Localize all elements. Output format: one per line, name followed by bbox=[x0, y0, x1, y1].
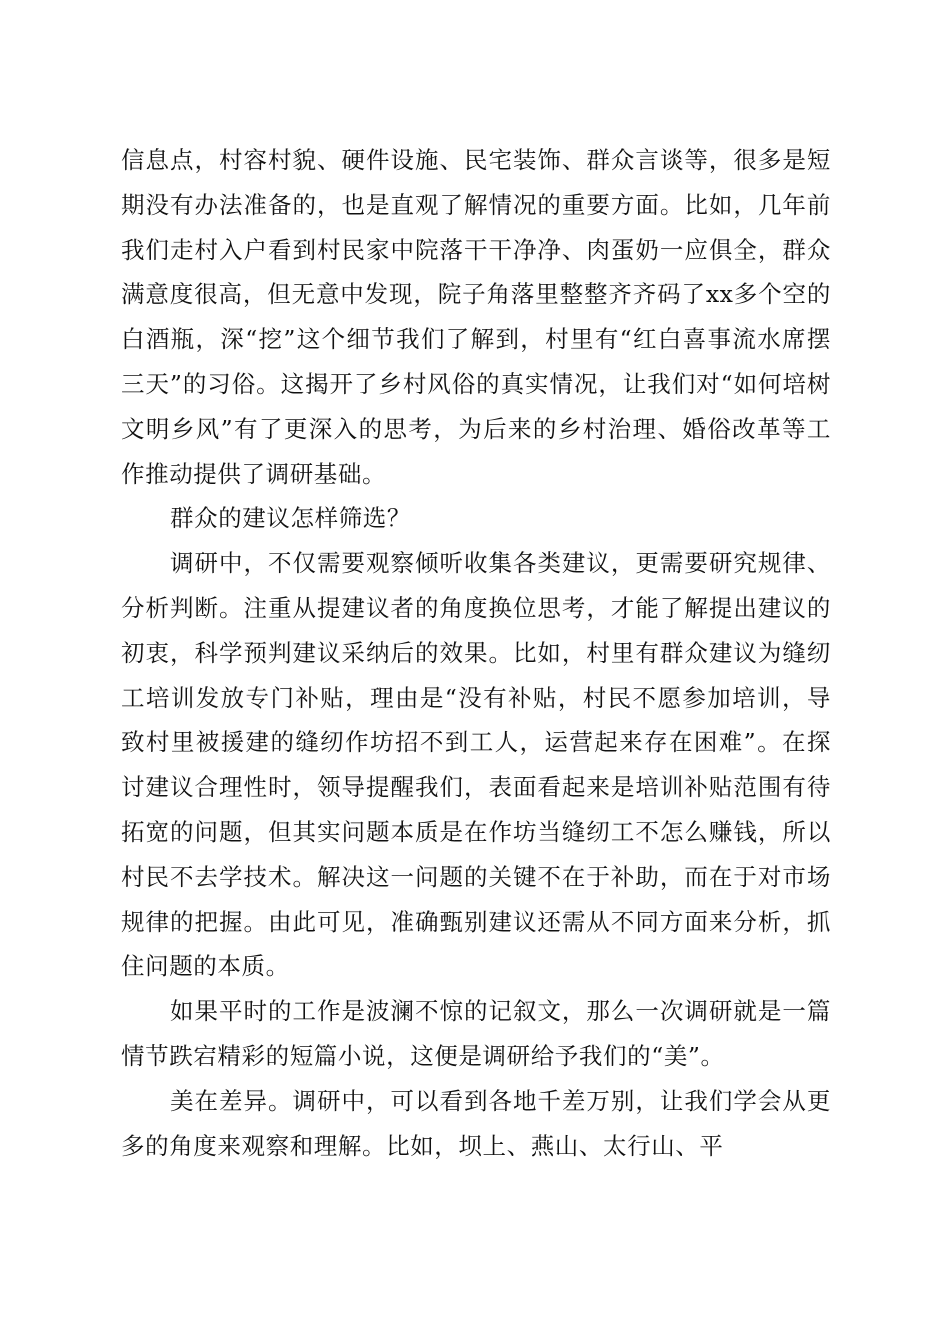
paragraph-suggestions: 调研中，不仅需要观察倾听收集各类建议，更需要研究规律、分析判断。注重从提建议者的角度换位思考，才能了解提出建议的初衷，科学预判建议采纳后的效果。比如，村里有群众建议为缝纫工培训发放专门补贴，理由是“没有补贴，村民不愿参加培训，导致村里被援建的缝纫作坊招不到工人，运营起来存在困难”。在探讨建议合理性时，领导提醒我们，表面看起来是培训补贴范围有待拓宽的问题，但其实问题本质是在作坊当缝纫工不怎么赚钱，所以村民不去学技术。解决这一问题的关键不在于补助，而在于对市场规律的把握。由此可见，准确甄别建议还需从不同方面来分析，抓住问题的本质。 bbox=[121, 549, 831, 981]
paragraph-beauty-intro: 如果平时的工作是波澜不惊的记叙文，那么一次调研就是一篇情节跌宕精彩的短篇小说，这便是调研给予我们的“美”。 bbox=[121, 997, 831, 1070]
paragraph-beauty-difference: 美在差异。调研中，可以看到各地千差万别，让我们学会从更多的角度来观察和理解。比如，坝上、燕山、太行山、平 bbox=[121, 1086, 831, 1160]
paragraph-question-heading: 群众的建议怎样筛选？ bbox=[170, 504, 411, 533]
document-body bbox=[121, 138, 831, 1168]
paragraph-continued: 信息点，村容村貌、硬件设施、民宅装饰、群众言谈等，很多是短期没有办法准备的，也是直观了解情况的重要方面。比如，几年前我们走村入户看到村民家中院落干干净净、肉蛋奶一应俱全，群众满意度很高，但无意中发现，院子角落里整整齐齐码了xx多个空的白酒瓶，深“挖”这个细节我们了解到，村里有“红白喜事流水席摆三天”的习俗。这揭开了乡村风俗的真实情况，让我们对“如何培树文明乡风”有了更深入的思考，为后来的乡村治理、婚俗改革等工作推动提供了调研基础。 bbox=[121, 146, 831, 488]
